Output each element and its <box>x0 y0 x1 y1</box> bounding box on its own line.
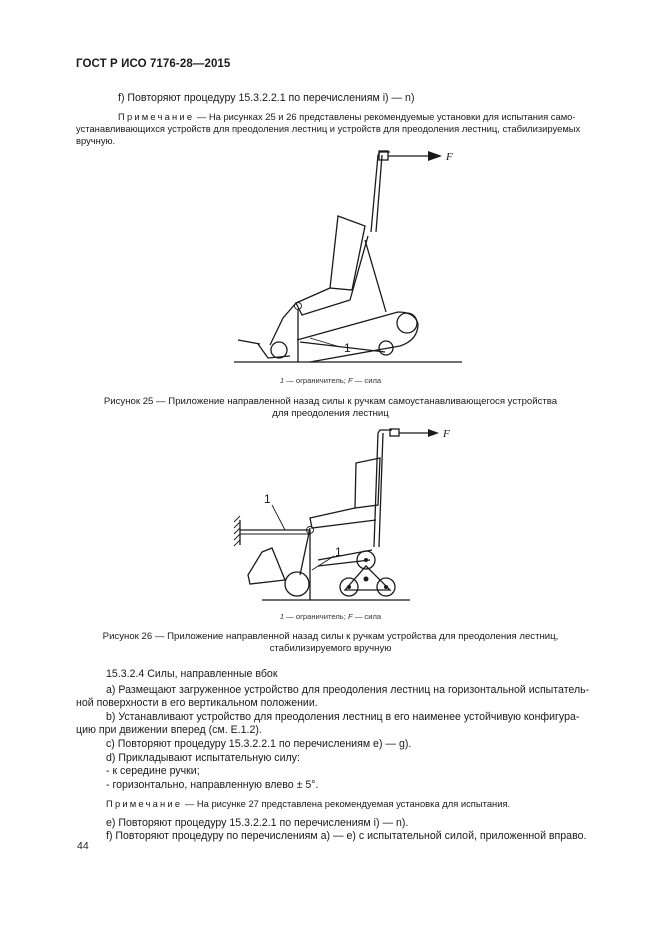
note-text-line3: вручную. <box>76 135 116 147</box>
legend25-mid: — ограничитель; <box>284 376 348 385</box>
item-b-line2: цию при движении вперед (см. Е.1.2). <box>76 724 262 737</box>
force-label-26: F <box>443 428 450 440</box>
note-text-line1: — На рисунках 25 и 26 представлены рекомендуемые установки для испытания само- <box>194 111 576 122</box>
front-wheel-26 <box>285 572 309 596</box>
section-note <box>76 798 616 810</box>
legend26-end: — сила <box>352 612 382 621</box>
section-note-text: — На рисунке 27 представлена рекомендуемая установка для испытания. <box>182 798 511 810</box>
item-d: d) Прикладывают испытательную силу: <box>106 751 300 764</box>
section-15-3-2-4 <box>76 668 616 844</box>
caption25-line1: Рисунок 25 — Приложение направленной назад силы к ручкам самоустанавливающегося устройства <box>103 396 558 407</box>
intro-item-f: f) Повторяют процедуру 15.3.2.2.1 по перечислениям i) — n) <box>118 92 415 104</box>
leader-1b-26 <box>312 556 334 570</box>
caption26-line2: стабилизируемого вручную <box>269 643 392 655</box>
item-d2: - горизонтально, направленную влево ± 5°. <box>106 778 319 791</box>
legend26-f: F <box>347 612 353 621</box>
leader-1a-26 <box>272 505 285 530</box>
page-number: 44 <box>77 840 89 852</box>
caption26-line1: Рисунок 26 — Приложение направленной назад силы к ручкам устройства для преодоления лестниц, <box>102 631 559 642</box>
section-heading: 15.3.2.4 Силы, направленные вбок <box>106 668 278 680</box>
note-label: Примечание <box>118 111 195 122</box>
note-text-line2: устанавливающихся устройств для преодоления лестниц и устройств для преодоления лестниц, стабилизируемых <box>76 123 581 135</box>
label-1-25: 1 <box>344 341 351 355</box>
figure-26-legend <box>0 612 661 621</box>
item-f: f) Повторяют процедуру по перечислениям a) — e) с испытательной силой, приложенной вправо. <box>106 830 587 843</box>
label-1a-26: 1 <box>264 492 271 506</box>
legend25-1: 1 <box>279 376 285 385</box>
label-1b-26: 1 <box>335 545 342 559</box>
legend25-f: F <box>347 376 353 385</box>
item-e: e) Повторяют процедуру 15.3.2.2.1 по перечислениям i) — n). <box>106 816 409 829</box>
item-a-line1: a) Размещают загруженное устройство для преодоления лестниц на горизонтальной испытатель- <box>106 683 590 696</box>
force-label-25: F <box>446 151 453 163</box>
item-c: c) Повторяют процедуру 15.3.2.2.1 по перечислениям e) — g). <box>106 737 412 750</box>
item-d1: - к середине ручки; <box>106 765 200 778</box>
tri-star-wheels <box>340 551 395 596</box>
legend26-mid: — ограничитель; <box>284 612 348 621</box>
document-header: ГОСТ Р ИСО 7176-28—2015 <box>76 58 231 70</box>
item-a-line2: ной поверхности в его вертикальном положении. <box>76 697 318 710</box>
legend26-1: 1 <box>279 612 285 621</box>
figure-26-caption <box>0 631 661 656</box>
section-note-label: Примечание <box>106 798 183 810</box>
wall-hatch <box>234 516 240 546</box>
leg-support <box>300 528 310 575</box>
item-b-line1: b) Устанавливают устройство для преодоления лестниц в его наименее устойчивую конфигура- <box>106 710 580 723</box>
caption25-line2: для преодоления лестниц <box>272 408 389 420</box>
legend25-end: — сила <box>352 376 382 385</box>
